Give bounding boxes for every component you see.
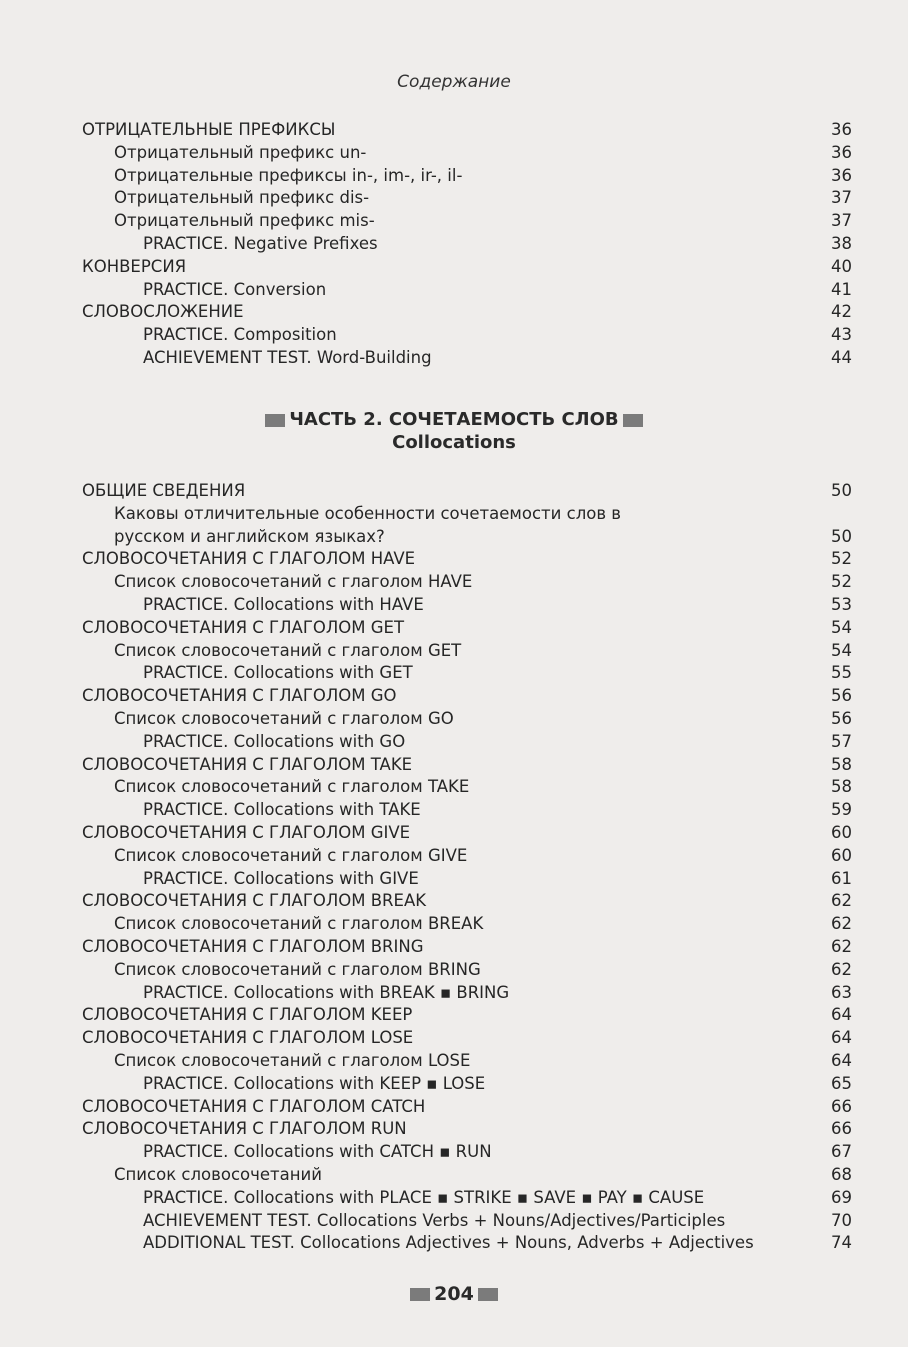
toc-entry xyxy=(0,981,908,1004)
toc-entry-page: 50 xyxy=(831,481,852,500)
toc-entry-title: СЛОВОСОЧЕТАНИЯ С ГЛАГОЛОМ GO xyxy=(82,686,397,706)
toc-entry-page: 52 xyxy=(831,572,852,592)
toc-entry xyxy=(0,1026,908,1049)
toc-entry-title: PRACTICE. Negative Prefixes xyxy=(143,234,378,253)
toc-entry xyxy=(0,502,908,548)
toc-entry xyxy=(0,661,908,684)
toc-entry-page: 55 xyxy=(831,663,852,683)
toc-entry-title: PRACTICE. Collocations with TAKE xyxy=(143,800,421,820)
toc-entry xyxy=(0,912,908,935)
toc-entry-page: 66 xyxy=(831,1096,852,1116)
toc-entry xyxy=(0,186,908,209)
toc-entry xyxy=(0,935,908,958)
toc-entry xyxy=(0,821,908,844)
toc-entry xyxy=(0,1117,908,1140)
toc-entry-page: 43 xyxy=(831,325,852,345)
toc-entry-page: 42 xyxy=(831,302,852,322)
toc-entry-title: Список словосочетаний с глаголом GO xyxy=(114,709,454,728)
toc-entry-title: ACHIEVEMENT TEST. Word-Building xyxy=(143,348,432,367)
toc-entry-page: 69 xyxy=(831,1187,852,1207)
toc-entry-page: 36 xyxy=(831,142,852,162)
toc-entry xyxy=(0,775,908,798)
toc-entry xyxy=(0,730,908,753)
toc-entry-title: Список словосочетаний с глаголом GIVE xyxy=(114,845,468,865)
toc-entry-page: 57 xyxy=(831,731,852,751)
toc-entry-page: 50 xyxy=(831,526,852,546)
toc-entry-page: 40 xyxy=(831,256,852,276)
toc-entry xyxy=(0,616,908,639)
toc-entry xyxy=(0,346,908,369)
square-bullet-icon xyxy=(623,414,643,427)
toc-entry xyxy=(0,255,908,278)
toc-entry-page: 63 xyxy=(831,982,852,1002)
toc-entry-page: 38 xyxy=(831,234,852,253)
toc-entry-title: Список словосочетаний с глаголом GET xyxy=(114,640,462,660)
toc-entry-page: 44 xyxy=(831,348,852,367)
part-2-subtitle: Collocations xyxy=(392,432,516,453)
toc-entry xyxy=(0,323,908,346)
toc-entry-title: ОТРИЦАТЕЛЬНЫЕ ПРЕФИКСЫ xyxy=(82,120,336,139)
toc-entry-page: 62 xyxy=(831,937,852,956)
toc-entry-title: ACHIEVEMENT TEST. Collocations Verbs + Nouns/Adjectives/Participles xyxy=(143,1210,726,1230)
toc-entry-title: PRACTICE. Collocations with GIVE xyxy=(143,868,419,888)
toc-entry-page: 52 xyxy=(831,549,852,569)
toc-entry xyxy=(0,958,908,981)
toc-entry-page: 64 xyxy=(831,1051,852,1070)
square-bullet-icon xyxy=(265,414,285,427)
toc-entry-title: PRACTICE. Collocations with GO xyxy=(143,731,406,751)
toc-entry-title: СЛОВОСОЧЕТАНИЯ С ГЛАГОЛОМ CATCH xyxy=(82,1096,426,1116)
toc-entry xyxy=(0,684,908,707)
toc-entry-page: 62 xyxy=(831,891,852,911)
toc-entry xyxy=(0,570,908,593)
toc-entry-title: Список словосочетаний с глаголом HAVE xyxy=(114,572,473,592)
toc-entry-page: 54 xyxy=(831,640,852,660)
toc-entry-title: КОНВЕРСИЯ xyxy=(82,256,187,276)
toc-entry xyxy=(0,118,908,141)
toc-entry-page: 60 xyxy=(831,845,852,865)
toc-entry-title: PRACTICE. Collocations with GET xyxy=(143,663,413,683)
toc-entry-page: 41 xyxy=(831,279,852,299)
page-number: 204 xyxy=(434,1283,474,1305)
toc-entry-title: СЛОВОСОЧЕТАНИЯ С ГЛАГОЛОМ BRING xyxy=(82,937,424,956)
toc-entry xyxy=(0,1231,908,1254)
toc-entry xyxy=(0,753,908,776)
toc-entry-title: PRACTICE. Conversion xyxy=(143,279,327,299)
toc-entry-title: Список словосочетаний xyxy=(114,1165,322,1184)
toc-entry-title: Отрицательный префикс un- xyxy=(114,142,367,162)
toc-entry-page: 37 xyxy=(831,211,852,231)
toc-entry-title: СЛОВОСОЧЕТАНИЯ С ГЛАГОЛОМ BREAK xyxy=(82,891,427,911)
toc-entry-page: 61 xyxy=(831,868,852,888)
toc-entry xyxy=(0,798,908,821)
toc-entry-page: 53 xyxy=(831,595,852,614)
toc-entry-page: 62 xyxy=(831,914,852,934)
toc-entry-title: Список словосочетаний с глаголом BRING xyxy=(114,959,481,979)
toc-entry-page: 36 xyxy=(831,165,852,185)
toc-entry-page: 60 xyxy=(831,823,852,842)
toc-entry-title: Список словосочетаний с глаголом LOSE xyxy=(114,1051,471,1070)
toc-entry xyxy=(0,300,908,323)
toc-entry-page: 74 xyxy=(831,1233,852,1253)
toc-entry-page: 66 xyxy=(831,1119,852,1139)
toc-entry-page: 56 xyxy=(831,686,852,706)
toc-entry xyxy=(0,844,908,867)
toc-entry xyxy=(0,1072,908,1095)
toc-entry-title: PRACTICE. Composition xyxy=(143,325,337,345)
toc-entry xyxy=(0,1186,908,1209)
toc-entry-title: ОБЩИЕ СВЕДЕНИЯ xyxy=(82,481,246,500)
toc-entry-page: 58 xyxy=(831,777,852,797)
toc-entry-page: 68 xyxy=(831,1165,852,1184)
toc-entry xyxy=(0,1209,908,1232)
toc-entry-page: 62 xyxy=(831,959,852,979)
toc-entry-title: PRACTICE. Collocations with CATCH ▪ RUN xyxy=(143,1142,492,1162)
toc-entry xyxy=(0,1095,908,1118)
toc-entry-page: 67 xyxy=(831,1142,852,1162)
toc-entry-title: PRACTICE. Collocations with BREAK ▪ BRING xyxy=(143,982,510,1002)
toc-entry xyxy=(0,164,908,187)
toc-entry-title: Отрицательные префиксы in-, im-, ir-, il- xyxy=(114,165,463,185)
toc-entry-page: 65 xyxy=(831,1073,852,1093)
toc-entry xyxy=(0,141,908,164)
part-2-title: ЧАСТЬ 2. СОЧЕТАЕМОСТЬ СЛОВ xyxy=(289,409,619,430)
toc-entry-title: СЛОВОСОЧЕТАНИЯ С ГЛАГОЛОМ LOSE xyxy=(82,1028,414,1048)
toc-entry xyxy=(0,209,908,232)
toc-entry-title: Список словосочетаний с глаголом BREAK xyxy=(114,914,484,934)
toc-entry xyxy=(0,547,908,570)
square-bullet-icon xyxy=(478,1288,498,1301)
toc-entry-page: 70 xyxy=(831,1210,852,1230)
toc-entry xyxy=(0,593,908,616)
toc-entry xyxy=(0,867,908,890)
toc-entry-title: СЛОВОСОЧЕТАНИЯ С ГЛАГОЛОМ HAVE xyxy=(82,549,416,569)
toc-entry-title: ADDITIONAL TEST. Collocations Adjectives + Nouns, Adverbs + Adjectives xyxy=(143,1233,754,1253)
part-2-heading xyxy=(0,409,908,453)
toc-entry xyxy=(0,707,908,730)
toc-entry-page: 56 xyxy=(831,709,852,728)
toc-entry-title: СЛОВОСОЧЕТАНИЯ С ГЛАГОЛОМ GET xyxy=(82,617,405,637)
toc-entry-title: Список словосочетаний с глаголом TAKE xyxy=(114,777,470,797)
toc-entry-title: СЛОВОСЛОЖЕНИЕ xyxy=(82,302,244,322)
toc-entry-title: Отрицательный префикс mis- xyxy=(114,211,375,231)
toc-entry-page: 59 xyxy=(831,800,852,820)
toc-entry-title: PRACTICE. Collocations with KEEP ▪ LOSE xyxy=(143,1073,486,1093)
toc-entry xyxy=(0,639,908,662)
toc-entry-title: СЛОВОСОЧЕТАНИЯ С ГЛАГОЛОМ KEEP xyxy=(82,1005,413,1025)
toc-entry-title: Отрицательный префикс dis- xyxy=(114,188,370,208)
toc-entry-title: Каковы отличительные особенности сочетаемости слов в русском и английском языках? xyxy=(114,503,622,546)
toc-entry xyxy=(0,1140,908,1163)
toc-entry xyxy=(0,889,908,912)
toc-entry-title: PRACTICE. Collocations with PLACE ▪ STRIKE ▪ SAVE ▪ PAY ▪ CAUSE xyxy=(143,1187,705,1207)
toc-entry-page: 54 xyxy=(831,617,852,637)
toc-entry xyxy=(0,479,908,502)
toc-entry-title: СЛОВОСОЧЕТАНИЯ С ГЛАГОЛОМ GIVE xyxy=(82,823,411,842)
toc-entry xyxy=(0,1003,908,1026)
toc-entry-page: 37 xyxy=(831,188,852,208)
toc-entry-page: 64 xyxy=(831,1028,852,1048)
toc-entry-title: СЛОВОСОЧЕТАНИЯ С ГЛАГОЛОМ TAKE xyxy=(82,754,413,774)
toc-entry-page: 36 xyxy=(831,120,852,139)
toc-entry xyxy=(0,1049,908,1072)
toc-entry-title: СЛОВОСОЧЕТАНИЯ С ГЛАГОЛОМ RUN xyxy=(82,1119,407,1139)
toc-entry xyxy=(0,232,908,255)
page-number-footer xyxy=(0,1283,908,1305)
toc-entry-title: PRACTICE. Collocations with HAVE xyxy=(143,595,424,614)
square-bullet-icon xyxy=(410,1288,430,1301)
toc-entry xyxy=(0,1163,908,1186)
running-header: Содержание xyxy=(397,72,511,92)
toc-entry xyxy=(0,278,908,301)
toc-entry-page: 58 xyxy=(831,754,852,774)
toc-entry-page: 64 xyxy=(831,1005,852,1025)
